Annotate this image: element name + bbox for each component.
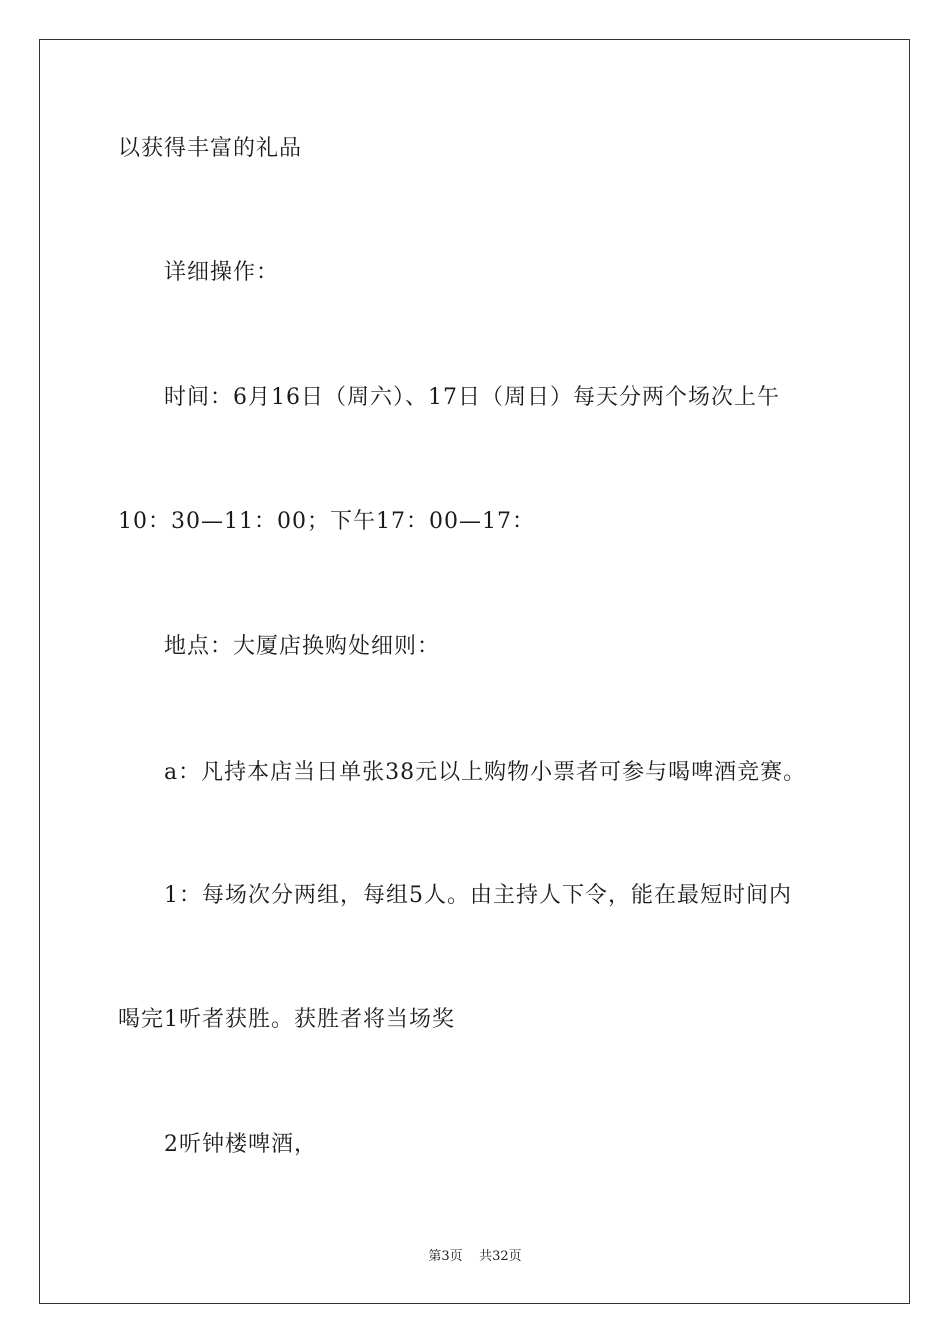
body-text-line: 以获得丰富的礼品 — [118, 136, 303, 161]
body-text-line: 1：每场次分两组，每组5人。由主持人下令，能在最短时间内 — [164, 883, 792, 908]
body-text-line: 详细操作： — [164, 260, 280, 285]
page-border — [39, 39, 910, 1304]
body-text-line: 地点：大厦店换购处细则： — [164, 634, 441, 659]
body-text-line: 喝完1听者获胜。获胜者将当场奖 — [118, 1007, 455, 1032]
body-text-line: 10：30—11：00；下午17：00—17： — [118, 509, 535, 534]
body-text-line: 2听钟楼啤酒， — [164, 1132, 317, 1157]
body-text-line: 时间：6月16日（周六）、17日（周日）每天分两个场次上午 — [164, 385, 780, 410]
body-text-line: a：凡持本店当日单张38元以上购物小票者可参与喝啤酒竞赛。 — [164, 760, 807, 785]
page-number-footer: 第3页 共32页 — [428, 1249, 522, 1264]
